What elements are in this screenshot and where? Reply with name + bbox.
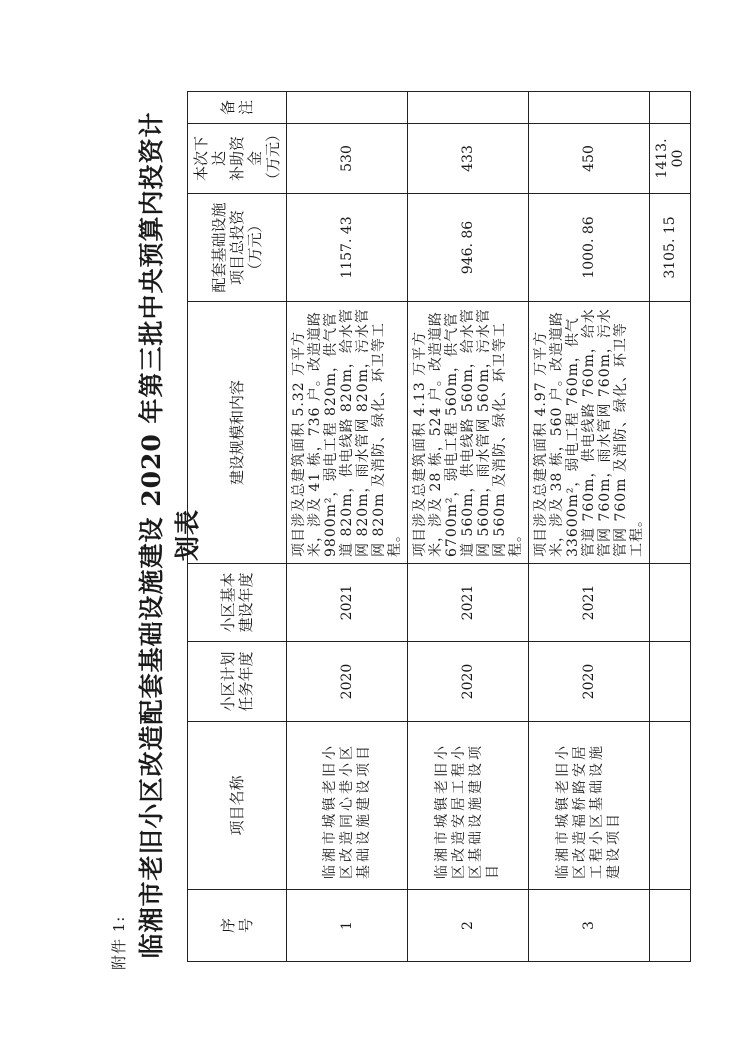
cell-content: 项目涉及总建筑面积 4.13 万平方米，涉及 28 栋，524 户。改造道路 6700m²，弱电工程 560m，供气管道 560m，供电线路 560m，给水管网 560m，雨水管网 560m，污水管网 560m 及消防、绿化、环卫等工程。 (408, 302, 529, 564)
cell-subsidy: 530 (287, 124, 408, 194)
header-remark: 备注 (188, 92, 287, 124)
cell-index: 3 (529, 890, 650, 962)
cell-remark (408, 92, 529, 124)
cell-task-year: 2020 (408, 642, 529, 722)
cell-subsidy: 450 (529, 124, 650, 194)
investment-plan-table (187, 91, 691, 962)
cell-index: 2 (408, 890, 529, 962)
document-title: 临湘市老旧小区改造配套基础设施建设 2020 年第三批中央预算内投资计划表 (137, 111, 202, 959)
cell-content: 项目涉及总建筑面积 4.97 万平方米，涉及 38 栋，560 户。改造道路 33600m²，弱电工程 760m，供气管道 760m，供电线路 760m，给水管网 760m，雨水管网 760m，污水管网 760m 及消防、绿化、环卫等工程。 (529, 302, 650, 564)
cell-empty (650, 722, 691, 890)
cell-empty (650, 642, 691, 722)
cell-empty (650, 564, 691, 642)
cell-content: 项目涉及总建筑面积 5.32 万平方米，涉及 41 栋，736 户。改造道路 9800m²，弱电工程 820m，供气管道 820m，供电线路 820m，给水管网 820m，雨水管网 820m，污水管网 820m 及消防、绿化、环卫等工程。 (287, 302, 408, 564)
cell-total-invest: 946. 86 (408, 194, 529, 302)
cell-total-invest: 1157. 43 (287, 194, 408, 302)
table-row (529, 92, 650, 962)
header-task-year: 小区计划 任务年度 (188, 642, 287, 722)
table-row (408, 92, 529, 962)
attachment-label: 附件 1: (110, 915, 128, 970)
cell-index: 1 (287, 890, 408, 962)
table-row (287, 92, 408, 962)
cell-build-year: 2021 (287, 564, 408, 642)
table-header-row (188, 92, 287, 962)
cell-task-year: 2020 (529, 642, 650, 722)
header-index: 序 号 (188, 890, 287, 962)
cell-remark (287, 92, 408, 124)
cell-subsidy: 433 (408, 124, 529, 194)
cell-empty (650, 92, 691, 124)
header-total-invest: 配套基础设施 项目总投资 （万元） (188, 194, 287, 302)
header-name: 项目名称 (188, 722, 287, 890)
cell-remark (529, 92, 650, 124)
table-total-row (650, 92, 691, 962)
cell-project-name: 临湘市城镇老旧小区改造安居工程小区基础设施建设项目 (408, 722, 529, 890)
cell-task-year: 2020 (287, 642, 408, 722)
cell-total-invest-sum: 3105. 15 (650, 194, 691, 302)
cell-empty (650, 890, 691, 962)
header-build-year: 小区基本 建设年度 (188, 564, 287, 642)
cell-empty (650, 302, 691, 564)
cell-project-name: 临湘市城镇老旧小区改造同心巷小区基础设施建设项目 (287, 722, 408, 890)
cell-build-year: 2021 (408, 564, 529, 642)
header-content: 建设规模和内容 (188, 302, 287, 564)
cell-build-year: 2021 (529, 564, 650, 642)
cell-subsidy-sum: 1413. 00 (650, 124, 691, 194)
cell-project-name: 临湘市城镇老旧小区改造福桥路安居工程小区基础设施建设项目 (529, 722, 650, 890)
cell-total-invest: 1000. 86 (529, 194, 650, 302)
header-subsidy: 本次下达 补助资金 （万元） (188, 124, 287, 194)
